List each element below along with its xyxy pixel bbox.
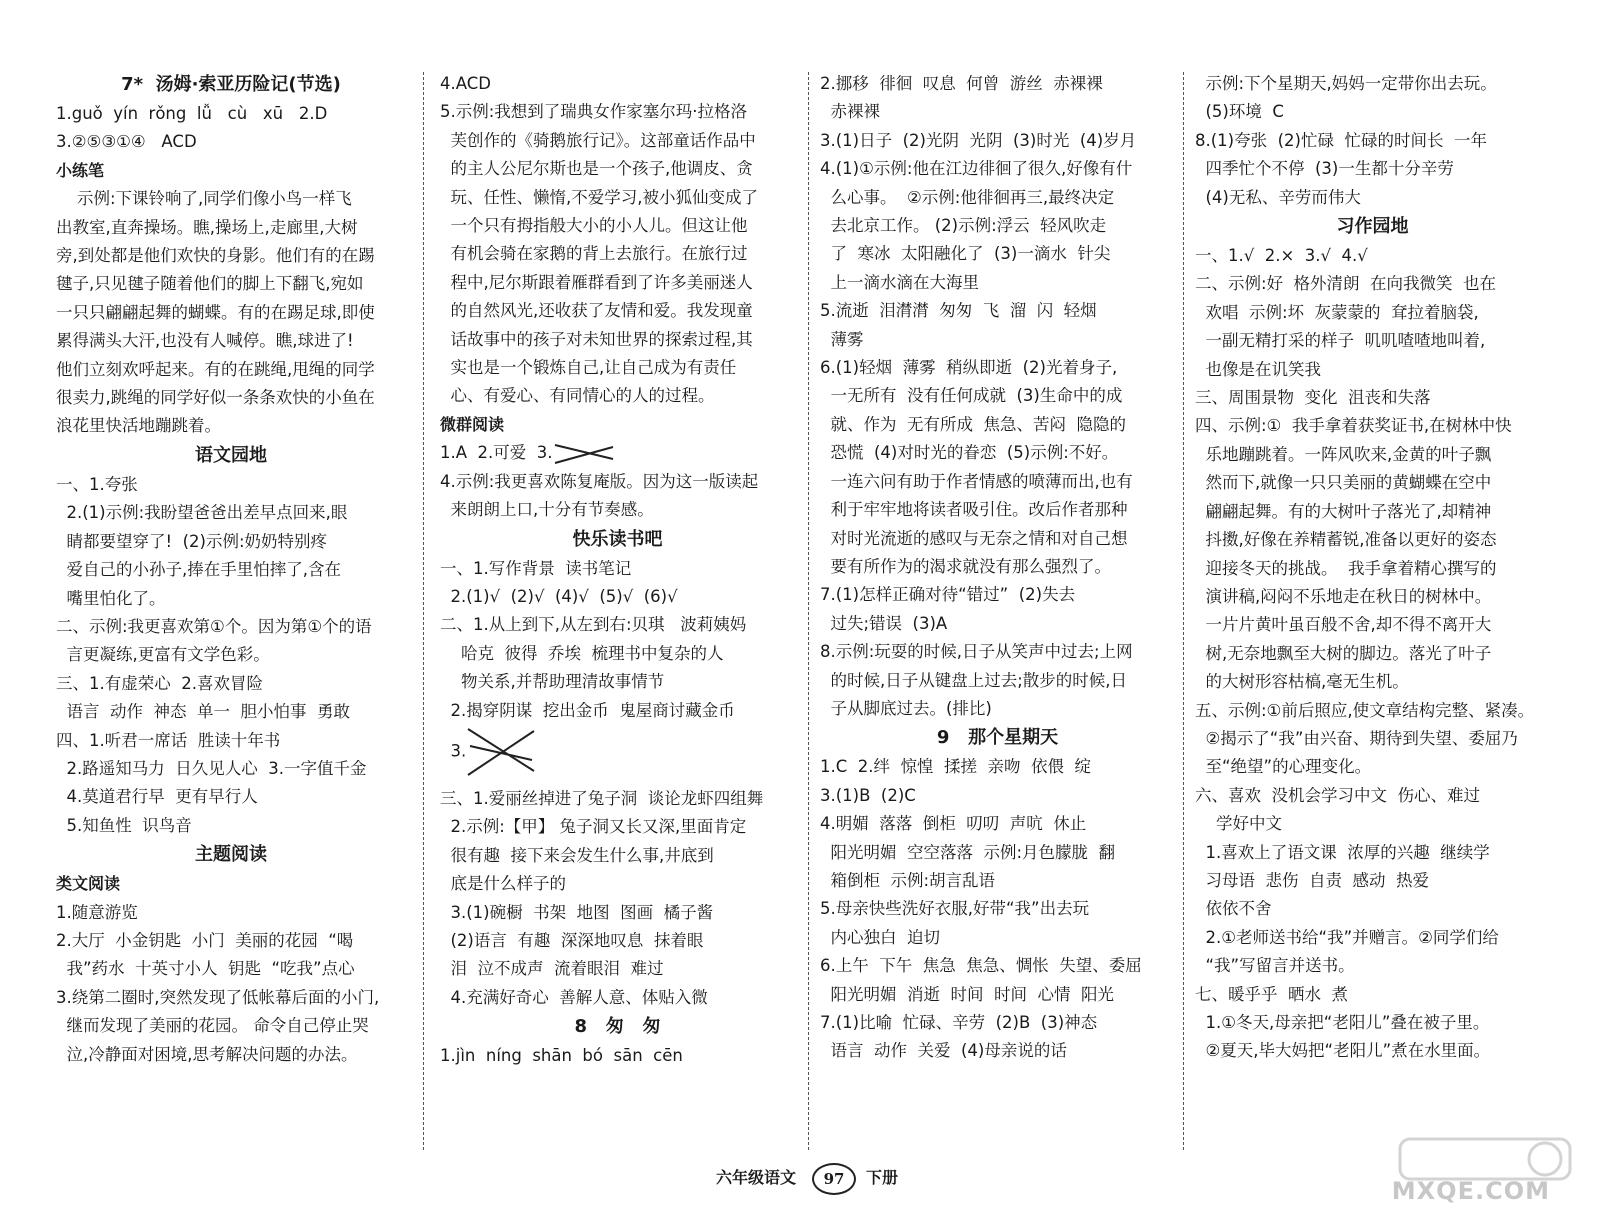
subsection-title: 小练笔 <box>56 160 105 180</box>
answer-line: 迎接冬天的挑战。 我手拿着精心撰写的 <box>1195 558 1497 578</box>
answer-line: 睛都要望穿了! (2)示例:奶奶特别疼 <box>56 531 328 551</box>
answer-line: 阳光明媚 空空落落 示例:月色朦胧 翻 <box>820 842 1116 862</box>
column-divider <box>808 72 809 1150</box>
footer-volume: 下册 <box>866 1168 899 1187</box>
answer-line: 一片片黄叶虽百般不舍,却不得不离开大 <box>1195 615 1492 635</box>
answer-line: 2.(1)√ (2)√ (4)√ (5)√ (6)√ <box>440 586 678 606</box>
answer-line: 六、喜欢 没机会学习中文 伤心、难过 <box>1195 785 1480 805</box>
answer-line: 1.C 2.绊 惊惶 揉搓 亲吻 依偎 绽 <box>820 757 1091 777</box>
answer-line: 一个只有拇指般大小的小人儿。但这让他 <box>440 216 748 236</box>
answer-line: ②揭示了“我”由兴奋、期待到失望、委屈乃 <box>1195 728 1518 748</box>
section-title: 快乐读书吧 <box>572 528 663 550</box>
answer-line: 箱倒柜 示例:胡言乱语 <box>820 870 996 890</box>
column-4 <box>1195 70 1550 1160</box>
answer-line: 1.①冬天,母亲把“老阳儿”叠在被子里。 <box>1195 1013 1490 1032</box>
answer-line: 4.(1)①示例:他在江边徘徊了很久,好像有什 <box>820 159 1133 179</box>
answer-line: 二、1.从上到下,从左到右:贝琪 波莉姨妈 <box>440 615 747 635</box>
answer-line: 四、示例:① 我手拿着获奖证书,在树林中快 <box>1195 416 1512 436</box>
answer-line: 赤裸裸 <box>820 102 880 122</box>
answer-text: 3. <box>440 741 467 761</box>
answer-line: 2.①老师送书给“我”并赠言。②同学们给 <box>1195 927 1499 947</box>
answer-line: 树,无奈地飘至大树的脚边。落光了叶子 <box>1195 643 1492 663</box>
answer-line: (4)无私、辛劳而伟大 <box>1195 187 1361 207</box>
answer-line: 薄雾 <box>820 329 864 349</box>
answer-line: 旁,到处都是他们欢快的身影。他们有的在踢 <box>56 246 375 266</box>
answer-line: 4.莫道君行早 更有早行人 <box>56 787 258 807</box>
answer-line: 4.明媚 落落 倒柜 叨叨 声吭 休止 <box>820 814 1087 834</box>
answer-line: 继而发现了美丽的花园。 命令自己停止哭 <box>56 1016 369 1036</box>
answer-line: 6.上午 下午 焦急 焦急、惆怅 失望、委屈 <box>820 956 1142 976</box>
answer-line: (5)环境 C <box>1195 102 1284 122</box>
answer-line: 四、1.听君一席话 胜读十年书 <box>56 730 281 750</box>
page-footer <box>0 1163 1600 1193</box>
answer-line: 2.揭穿阴谋 挖出金币 鬼屋商讨藏金币 <box>440 700 735 720</box>
answer-line: “我”写留言并送书。 <box>1195 956 1355 976</box>
answer-line: 的主人公尼尔斯也是一个孩子,他调皮、贪 <box>440 159 753 179</box>
watermark-logo <box>1370 1135 1580 1205</box>
answer-line: 心、有爱心、有同情心的人的过程。 <box>440 386 715 406</box>
answer-line: 学好中文 <box>1195 814 1282 834</box>
answer-line: 出教室,直奔操场。瞧,操场上,走廊里,大树 <box>56 217 358 237</box>
answer-line: 言更凝练,更富有文学色彩。 <box>56 645 270 665</box>
answer-line: 嘴里怕化了。 <box>56 588 166 608</box>
footer-grade-subject: 六年级语文 <box>716 1168 797 1187</box>
answer-line: 玩、任性、懒惰,不爱学习,被小狐仙变成了 <box>440 187 758 207</box>
answer-line: 程中,尼尔斯跟着雁群看到了许多美丽迷人 <box>440 272 753 292</box>
answer-line: 利于牢牢地将读者吸引住。改后作者那种 <box>820 500 1128 520</box>
column-2 <box>440 70 795 1160</box>
answer-line: 一、1.夸张 <box>56 474 138 494</box>
answer-line: 3.②⑤③①④ ACD <box>56 132 197 152</box>
answer-line: 8.示例:玩耍的时候,日子从笑声中过去;上网 <box>820 642 1133 662</box>
answer-line: 至“绝望”的心理变化。 <box>1195 757 1372 777</box>
matching-line <box>555 447 613 463</box>
answer-line: 也像是在讥笑我 <box>1195 359 1321 379</box>
watermark-text: MXQE.COM <box>1391 1177 1550 1205</box>
answer-line: 2.挪移 徘徊 叹息 何曾 游丝 赤裸裸 <box>820 74 1103 93</box>
answer-line: 来朗朗上口,十分有节奏感。 <box>440 500 654 520</box>
answer-line: 的自然风光,还收获了友情和爱。我发现童 <box>440 301 753 321</box>
answer-line: 浪花里快活地蹦跳着。 <box>56 416 221 436</box>
answer-line: 阳光明媚 消逝 时间 时间 心情 阳光 <box>820 984 1114 1004</box>
answer-line: 一副无精打采的样子 叽叽喳喳地叫着, <box>1195 331 1486 351</box>
answer-line: 7.(1)怎样正确对待“错过” (2)失去 <box>820 585 1076 605</box>
answer-line: 么心事。 ②示例:他徘徊再三,最终决定 <box>820 187 1115 207</box>
subsection-title: 类文阅读 <box>56 874 121 894</box>
answer-line: 爱自己的小孙子,捧在手里怕摔了,含在 <box>56 560 341 580</box>
answer-line: 依依不舍 <box>1195 899 1272 919</box>
answer-line: 6.(1)轻烟 薄雾 稍纵即逝 (2)光着身子, <box>820 358 1118 378</box>
answer-line: 物关系,并帮助理清故事情节 <box>440 672 665 692</box>
answer-line: 三、1.爱丽丝掉进了兔子洞 谈论龙虾四组舞 <box>440 788 764 808</box>
answer-line: 三、周围景物 变化 沮丧和失落 <box>1195 388 1431 408</box>
answer-line: 内心独白 迫切 <box>820 927 940 947</box>
answer-line: 二、示例:好 格外清朗 在向我微笑 也在 <box>1195 274 1497 294</box>
answer-line: 一连六问有助于作者情感的喷薄而出,也有 <box>820 471 1133 491</box>
answer-line: 一无所有 没有任何成就 (3)生命中的成 <box>820 386 1123 406</box>
matching-line <box>468 729 534 771</box>
answer-line: 累得满头大汗,也没有人喊停。瞧,球进了! <box>56 331 354 351</box>
answer-line: 一、1.√ 2.× 3.√ 4.√ <box>1195 246 1368 266</box>
column-divider <box>1183 72 1184 1150</box>
answer-line: 三、1.有虚荣心 2.喜欢冒险 <box>56 673 263 693</box>
answer-line: 子从脚底过去。(排比) <box>820 698 992 718</box>
answer-line: 2.(1)示例:我盼望爸爸出差早点回来,眼 <box>56 503 348 523</box>
answer-line: 四季忙个不停 (3)一生都十分辛劳 <box>1195 159 1454 179</box>
answer-line: 1.jìn níng shān bó sān cēn <box>440 1046 683 1066</box>
answer-line: 4.示例:我更喜欢陈复庵版。因为这一版读起 <box>440 471 759 491</box>
answer-line: ②夏天,毕大妈把“老阳儿”煮在水里面。 <box>1195 1041 1491 1061</box>
answer-line: 一、1.写作背景 读书笔记 <box>440 558 632 578</box>
answer-line: 欢唱 示例:坏 灰蒙蒙的 耷拉着脑袋, <box>1195 302 1479 322</box>
answer-line: 1.guǒ yín rǒng lǚ cù xū 2.D <box>56 104 328 123</box>
section-title: 语文园地 <box>195 444 267 466</box>
answer-line: 8.(1)夸张 (2)忙碌 忙碌的时间长 一年 <box>1195 130 1487 150</box>
matching-answer-line <box>440 725 795 785</box>
answer-line: 5.流逝 泪潸潸 匆匆 飞 溜 闪 轻烟 <box>820 301 1097 321</box>
answer-line: 3.(1)碗橱 书架 地图 图画 橘子酱 <box>440 902 714 922</box>
matching-cross-icon <box>553 441 615 467</box>
answer-line: 我”药水 十英寸小人 钥匙 “吃我”点心 <box>56 959 355 979</box>
section-title: 9 那个星期天 <box>936 727 1059 749</box>
answer-line: 很卖力,跳绳的同学好似一条条欢快的小鱼在 <box>56 388 375 408</box>
answer-line: 实也是一个锻炼自己,让自己成为有责任 <box>440 358 737 378</box>
answer-line: 演讲稿,闷闷不乐地走在秋日的树林中。 <box>1195 586 1492 606</box>
answer-line: 示例:下课铃响了,同学们像小鸟一样飞 <box>56 189 352 209</box>
matching-cross-icon <box>466 725 536 779</box>
subsection-title: 微群阅读 <box>440 414 505 434</box>
answer-line: 哈克 彼得 乔埃 梳理书中复杂的人 <box>440 643 724 663</box>
answer-line: 乐地蹦跳着。一阵风吹来,金黄的叶子飘 <box>1195 444 1492 464</box>
answer-line: 芙创作的《骑鹅旅行记》。这部童话作品中 <box>440 130 756 150</box>
answer-line: 话故事中的孩子对未知世界的探索过程,其 <box>440 329 753 349</box>
answer-line: 抖擞,好像在养精蓄锐,准备以更好的姿态 <box>1195 530 1497 550</box>
answer-line: 过失;错误 (3)A <box>820 613 948 633</box>
answer-line: 泪 泣不成声 流着眼泪 难过 <box>440 959 664 979</box>
answer-line: 一只只翩翩起舞的蝴蝶。有的在踢足球,即使 <box>56 302 375 322</box>
answer-line: 恐慌 (4)对时光的眷恋 (5)示例:不好。 <box>820 443 1119 463</box>
matching-line <box>470 746 532 760</box>
answer-line: 很有趣 接下来会发生什么事,井底到 <box>440 845 714 865</box>
answer-line: 的时候,日子从键盘上过去;散步的时候,日 <box>820 670 1128 690</box>
answer-line: 3.(1)B (2)C <box>820 785 916 805</box>
answer-line: (2)语言 有趣 深深地叹息 抹着眼 <box>440 930 704 950</box>
answer-line: 语言 动作 关爱 (4)母亲说的话 <box>820 1041 1067 1061</box>
answer-line: 二、示例:我更喜欢第①个。因为第①个的语 <box>56 616 372 636</box>
answer-line: 要有所作为的渴求就没有那么强烈了。 <box>820 556 1111 576</box>
answer-line: 泣,冷静面对困境,思考解决问题的办法。 <box>56 1044 358 1064</box>
answer-line: 2.大厅 小金钥匙 小门 美丽的花园 “喝 <box>56 930 354 950</box>
answer-text: 1.A 2.可爱 3. <box>440 443 553 463</box>
column-1 <box>56 70 406 1160</box>
answer-line: 2.路遥知马力 日久见人心 3.一字值千金 <box>56 758 367 778</box>
answer-line: 上一滴水滴在大海里 <box>820 272 979 292</box>
answer-line: 的大树形容枯槁,毫无生机。 <box>1195 672 1409 692</box>
answer-line: 七、暖乎乎 晒水 煮 <box>1195 984 1348 1004</box>
answer-line: 示例:下个星期天,妈妈一定带你出去玩。 <box>1195 74 1497 93</box>
matching-answer-line <box>440 439 795 467</box>
answer-line: 习母语 悲伤 自责 感动 热爱 <box>1195 870 1429 890</box>
answer-line: 他们立刻欢呼起来。有的在跳绳,甩绳的同学 <box>56 359 375 379</box>
answer-line: 对时光流逝的感叹与无奈之情和对自己想 <box>820 528 1128 548</box>
answer-line: 3.(1)日子 (2)光阴 光阴 (3)时光 (4)岁月 <box>820 130 1137 150</box>
answer-line: 7.(1)比喻 忙碌、辛劳 (2)B (3)神态 <box>820 1013 1098 1032</box>
answer-line: 有机会骑在家鹅的背上去旅行。在旅行过 <box>440 244 748 264</box>
answer-line: 4.充满好奇心 善解人意、体贴入微 <box>440 987 708 1007</box>
answer-line: 了 寒冰 太阳融化了 (3)一滴水 针尖 <box>820 244 1111 264</box>
page-number: 97 <box>812 1163 856 1195</box>
answer-line: 就、作为 无有所成 焦急、苦闷 隐隐的 <box>820 414 1126 434</box>
answer-line: 4.ACD <box>440 74 491 93</box>
answer-line: 1.喜欢上了语文课 浓厚的兴趣 继续学 <box>1195 842 1490 862</box>
answer-line: 5.知鱼性 识鸟音 <box>56 815 192 835</box>
answer-line: 然而下,就像一只只美丽的黄蝴蝶在空中 <box>1195 473 1492 493</box>
answer-line: 3.绕第二圈时,突然发现了低帐幕后面的小门, <box>56 987 380 1007</box>
answer-line: 去北京工作。 (2)示例:浮云 轻风吹走 <box>820 216 1107 236</box>
column-divider <box>423 72 424 1150</box>
section-title: 8 匆 匆 <box>574 1016 661 1038</box>
answer-line: 五、示例:①前后照应,使文章结构完整、紧凑。 <box>1195 700 1535 720</box>
answer-line: 语言 动作 神态 单一 胆小怕事 勇敢 <box>56 702 350 722</box>
answer-line: 5.母亲快些洗好衣服,好带“我”出去玩 <box>820 899 1090 919</box>
section-title: 7* 汤姆·索亚历险记(节选) <box>121 74 341 95</box>
answer-line: 底是什么样子的 <box>440 874 566 894</box>
answer-line: 毽子,只见毽子随着他们的脚上下翻飞,宛如 <box>56 274 364 294</box>
answer-line: 1.随意游览 <box>56 902 138 922</box>
column-3 <box>820 70 1175 1160</box>
matching-line <box>555 445 613 459</box>
section-title: 习作园地 <box>1336 216 1409 238</box>
section-title: 主题阅读 <box>195 844 267 866</box>
answer-line: 2.示例:【甲】 兔子洞又长又深,里面肯定 <box>440 817 747 837</box>
answer-line: 5.示例:我想到了瑞典女作家塞尔玛·拉格洛 <box>440 102 748 122</box>
answer-line: 翩翩起舞。有的大树叶子落光了,却精神 <box>1195 501 1492 521</box>
